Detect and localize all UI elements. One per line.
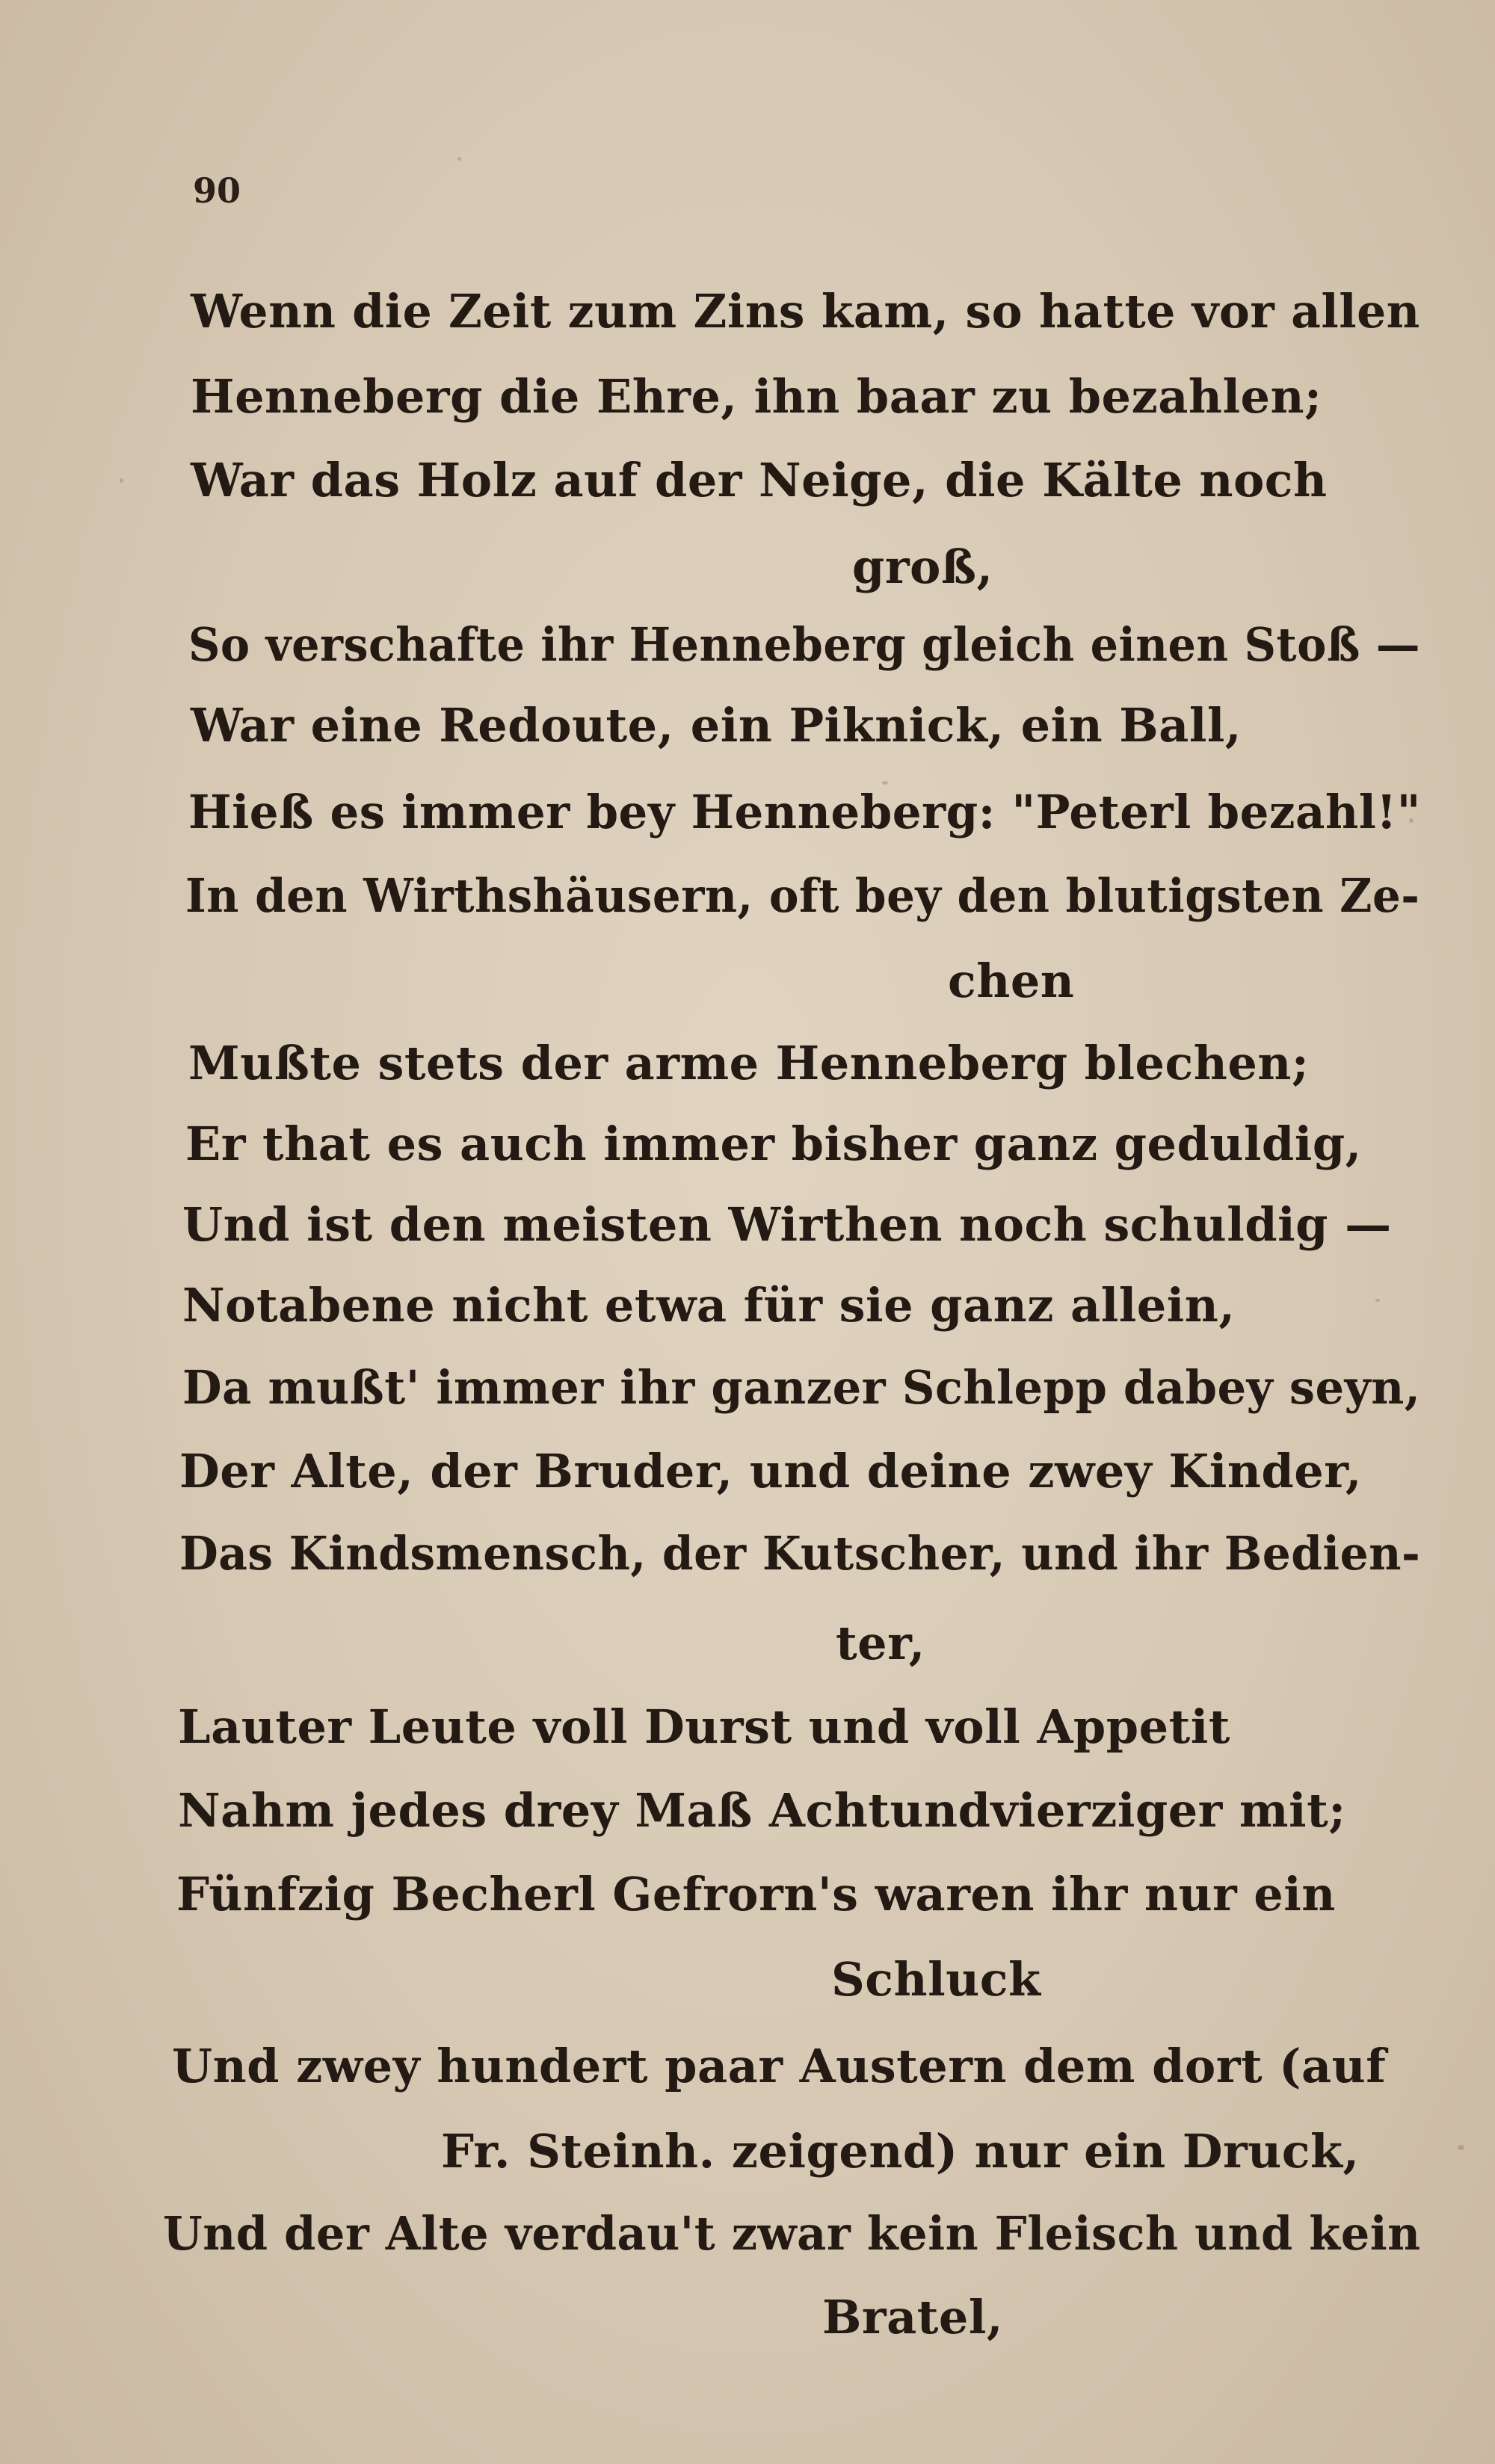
text-line: Bratel, (822, 2290, 1003, 2344)
text-line: Er that es auch immer bisher ganz geduldig, (185, 1117, 1362, 1171)
paper-speck (1458, 2145, 1464, 2150)
text-line: War das Holz auf der Neige, die Kälte noch (191, 453, 1328, 507)
text-line: ter, (836, 1616, 925, 1670)
paper-speck (120, 478, 123, 483)
text-line: Fünfzig Becherl Gefrorn's waren ihr nur ein (176, 1867, 1336, 1921)
paper-speck (457, 157, 461, 161)
text-line: Mußte stets der arme Henneberg blechen; (188, 1036, 1310, 1090)
text-line: Und der Alte verdau't zwar kein Fleisch und kein (163, 2206, 1421, 2261)
text-line: groß, (852, 540, 993, 594)
text-line: chen (948, 954, 1075, 1008)
text-line: Nahm jedes drey Maß Achtundvierziger mit; (178, 1783, 1346, 1838)
text-line: Schluck (831, 1952, 1041, 2007)
text-line: Der Alte, der Bruder, und deine zwey Kinder, (179, 1444, 1362, 1498)
text-line: In den Wirthshäusern, oft bey den blutigsten Ze- (185, 868, 1420, 923)
text-line: So verschafte ihr Henneberg gleich einen Stoß — (188, 617, 1421, 672)
text-line: Fr. Steinh. zeigend) nur ein Druck, (441, 2124, 1360, 2179)
text-line: War eine Redoute, ein Piknick, ein Ball, (191, 698, 1242, 753)
text-line: Lauter Leute voll Durst und voll Appetit (178, 1699, 1230, 1754)
text-line: Da mußt' immer ihr ganzer Schlepp dabey seyn, (182, 1360, 1421, 1415)
text-line: Wenn die Zeit zum Zins kam, so hatte vor allen (191, 284, 1420, 339)
text-line: Henneberg die Ehre, ihn baar zu bezahlen; (191, 369, 1322, 424)
text-line: Notabene nicht etwa für sie ganz allein, (182, 1278, 1236, 1333)
paper-speck (1375, 1299, 1380, 1302)
text-line: Hieß es immer bey Henneberg: "Peterl bezahl!" (188, 785, 1421, 839)
text-line: Und zwey hundert paar Austern dem dort (auf (172, 2039, 1387, 2093)
text-line: Und ist den meisten Wirthen noch schuldig — (182, 1197, 1392, 1252)
text-line: Das Kindsmensch, der Kutscher, und ihr Bedien- (179, 1526, 1421, 1581)
page-number: 90 (193, 170, 241, 211)
